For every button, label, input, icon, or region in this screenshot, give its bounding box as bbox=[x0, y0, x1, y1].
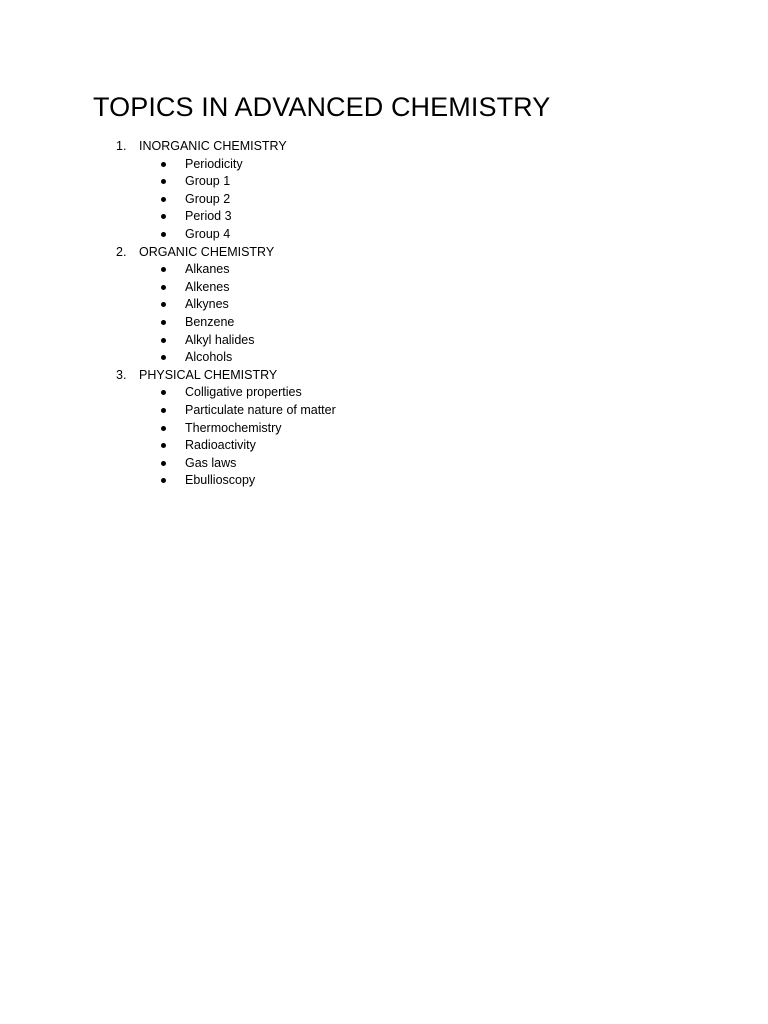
topic-number: 1. bbox=[116, 139, 127, 153]
subtopic-label: Alcohols bbox=[185, 350, 233, 365]
subtopic-label: Periodicity bbox=[185, 156, 243, 171]
bullet-icon bbox=[161, 302, 166, 307]
subtopic-label: Thermochemistry bbox=[185, 420, 282, 435]
subtopic-label: Alkenes bbox=[185, 279, 230, 294]
subtopic-label: Alkyl halides bbox=[185, 332, 255, 347]
subtopic-label: Radioactivity bbox=[185, 438, 256, 453]
bullet-icon bbox=[161, 162, 166, 167]
subtopic-label: Gas laws bbox=[185, 455, 237, 470]
subtopic-label: Alkynes bbox=[185, 297, 229, 312]
bullet-icon bbox=[161, 338, 166, 343]
subtopic-label: Group 1 bbox=[185, 174, 231, 189]
bullet-icon bbox=[161, 179, 166, 184]
subtopic-label: Group 2 bbox=[185, 191, 231, 206]
topic-label: ORGANIC CHEMISTRY bbox=[139, 244, 275, 259]
document-title: TOPICS IN ADVANCED CHEMISTRY bbox=[93, 92, 551, 122]
topic-number: 2. bbox=[116, 244, 127, 259]
topic-label: INORGANIC CHEMISTRY bbox=[139, 139, 287, 153]
subtopic-label: Ebullioscopy bbox=[185, 473, 256, 488]
topic-number: 3. bbox=[116, 367, 127, 382]
subtopic-label: Group 4 bbox=[185, 226, 231, 241]
bullet-icon bbox=[161, 214, 166, 219]
bullet-icon bbox=[161, 461, 166, 466]
bullet-icon bbox=[161, 478, 166, 483]
bullet-icon bbox=[161, 320, 166, 325]
bullet-icon bbox=[161, 408, 166, 413]
subtopic-label: Particulate nature of matter bbox=[185, 402, 336, 417]
bullet-icon bbox=[161, 232, 166, 237]
subtopic-label: Period 3 bbox=[185, 209, 232, 224]
bullet-icon bbox=[161, 426, 166, 431]
bullet-icon bbox=[161, 443, 166, 448]
topic-label: PHYSICAL CHEMISTRY bbox=[139, 367, 278, 382]
bullet-icon bbox=[161, 390, 166, 395]
bullet-icon bbox=[161, 285, 166, 290]
bullet-icon bbox=[161, 197, 166, 202]
subtopic-label: Colligative properties bbox=[185, 385, 302, 400]
bullet-icon bbox=[161, 355, 166, 360]
bullet-icon bbox=[161, 267, 166, 272]
subtopic-label: Alkanes bbox=[185, 262, 230, 277]
subtopic-label: Benzene bbox=[185, 314, 235, 329]
